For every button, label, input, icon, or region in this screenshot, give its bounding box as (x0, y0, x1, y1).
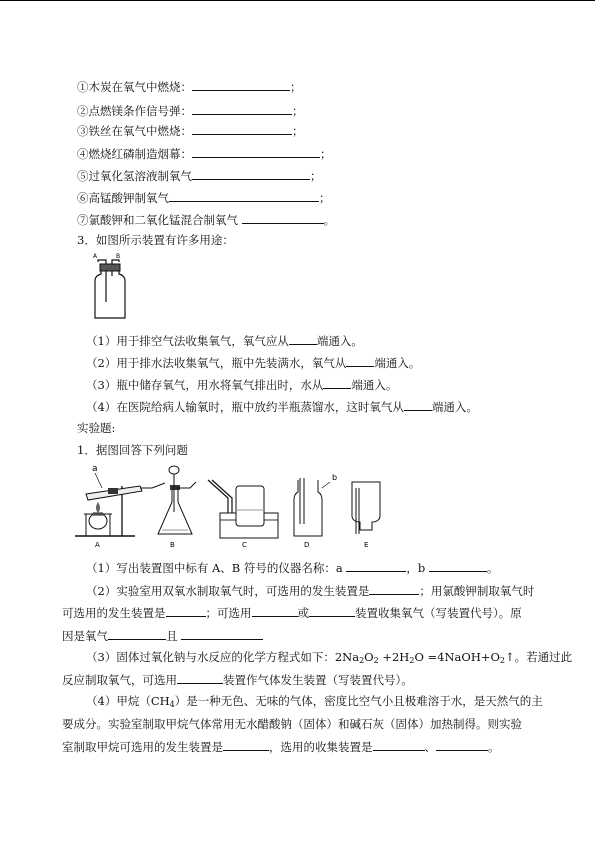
gas-bottle-figure (88, 250, 134, 322)
experiment-item-4-line-1: （4）甲烷$(CH_4)$是一种无色、无味的气体，密度比空气小且极难溶于水，是天然气的主 (86, 694, 543, 709)
apparatus-a (75, 464, 165, 548)
question-3-item-1: （1）用于排空气法收集氧气，氧气应从 端通入。 (86, 334, 363, 348)
label-c: C (242, 541, 247, 548)
experiment-item-4-line-2: 要成分。实验室制取甲烷气体常用无水醋酸钠（固体）和碱石灰（固体）加热制得。则实验 (62, 717, 522, 731)
blank[interactable] (223, 739, 269, 751)
equation-2: ②点燃镁条作信号弹： ； (77, 104, 304, 118)
equation-6: ⑥高锰酸钾制氧气 ； (77, 191, 331, 205)
experiment-heading: 实验题: (77, 421, 116, 435)
blank[interactable] (404, 399, 432, 411)
blank[interactable] (192, 146, 320, 158)
experiment-question-1-title: 1．据图回答下列问题 (77, 443, 188, 457)
blank[interactable] (108, 628, 166, 640)
blank[interactable] (429, 560, 487, 572)
question-3-title: 3．如图所示装置有许多用途： (77, 233, 234, 247)
port-a-label: A (93, 253, 98, 260)
blank[interactable] (436, 739, 488, 751)
blank[interactable] (192, 168, 310, 180)
blank[interactable] (192, 103, 292, 115)
blank[interactable] (242, 212, 324, 224)
blank[interactable] (169, 190, 319, 202)
blank[interactable] (346, 560, 406, 572)
blank[interactable] (166, 605, 206, 617)
blank[interactable] (181, 628, 263, 640)
label-d: D (304, 541, 310, 548)
equation-7: ⑦氯酸钾和二氧化锰混合制氧气 。 (77, 213, 336, 227)
blank[interactable] (369, 583, 419, 595)
blank[interactable] (289, 333, 317, 345)
port-b-label: B (116, 253, 121, 260)
apparatus-figure (70, 458, 390, 548)
experiment-item-4-line-3: 室制取甲烷可选用的发生装置是 ，选用的收集装置是 、 。 (62, 740, 500, 754)
label-e: E (364, 541, 369, 548)
marker-a: a (92, 464, 98, 474)
question-3-item-3: （3）瓶中储存氧气，用水将氧气排出时，水从 端通入。 (86, 378, 398, 392)
label-a: A (95, 541, 100, 548)
equation-4: ④燃烧红磷制造烟幕： ； (77, 147, 332, 161)
blank[interactable] (177, 672, 223, 684)
equation-3: ③铁丝在氧气中燃烧： ； (77, 124, 304, 138)
label-b: B (170, 541, 175, 548)
equation-5: ⑤过氧化氢溶液制氧气 ； (77, 169, 322, 183)
blank[interactable] (346, 355, 374, 367)
experiment-item-2-line-1: （2）实验室用双氧水制取氧气时，可选用的发生装置是 ；用氯酸钾制取氧气时 (86, 584, 535, 598)
apparatus-c (208, 480, 278, 548)
blank[interactable] (192, 79, 290, 91)
blank[interactable] (309, 605, 355, 617)
apparatus-e (352, 482, 380, 548)
experiment-item-3-line-1: （3）固体过氧化钠与水反应的化学方程式如下：$2Na_2O_2 +2H_2O$ $=4NaOH+O_2↑$。若通过此 (86, 650, 573, 665)
blank[interactable] (323, 377, 351, 389)
marker-b: b (332, 473, 338, 482)
top-rule (0, 0, 595, 1)
question-3-item-2: （2）用于排水法收集氧气，瓶中先装满水，氧气从 端通入。 (86, 356, 421, 370)
question-3-item-4: （4）在医院给病人输氧时，瓶中放约半瓶蒸馏水，这时氧气从 端通入。 (86, 400, 478, 414)
experiment-item-2-line-2: 可选用的发生装置是 ；可选用 或 装置收集氧气（写装置代号）。原 (62, 606, 522, 620)
blank[interactable] (192, 123, 292, 135)
blank[interactable] (373, 739, 425, 751)
apparatus-d (294, 473, 337, 548)
blank[interactable] (252, 605, 298, 617)
equation-1: ①木炭在氧气中燃烧： ； (77, 80, 302, 94)
experiment-item-3-line-2: 反应制取氧气，可选用 装置作气体发生装置（写装置代号）。 (62, 673, 413, 687)
experiment-item-1: （1）写出装置图中标有 A、B 符号的仪器名称：a ，b 。 (86, 561, 499, 575)
apparatus-b (158, 466, 196, 548)
experiment-item-2-line-3: 因是氧气 且 (62, 628, 263, 643)
